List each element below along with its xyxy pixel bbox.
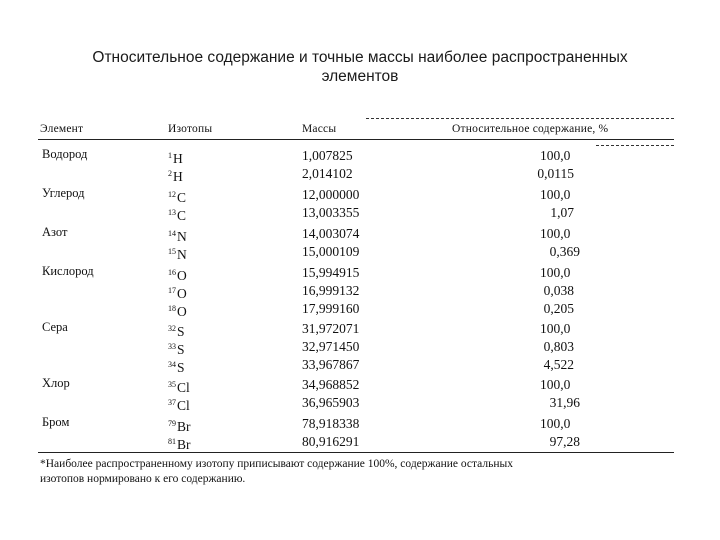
mass-value: 31,972071 bbox=[302, 321, 360, 336]
element-name: Углерод bbox=[42, 186, 85, 200]
isotope-symbol: S bbox=[177, 360, 185, 375]
isotope-table bbox=[36, 118, 676, 488]
mass-value: 14,003074 bbox=[302, 226, 360, 241]
isotope-cell bbox=[168, 226, 187, 245]
page-title bbox=[30, 48, 690, 86]
abundance-value: 1,07 bbox=[550, 205, 574, 220]
isotope-cell bbox=[168, 205, 186, 224]
mass-number: 18 bbox=[168, 304, 176, 313]
mass-value: 33,967867 bbox=[302, 357, 360, 372]
mass-value: 36,965903 bbox=[302, 395, 360, 410]
footnote-line-2: изотопов нормировано к его содержанию. bbox=[40, 473, 246, 485]
mass-number: 17 bbox=[168, 286, 176, 295]
mass-value: 2,014102 bbox=[302, 166, 353, 181]
header-mass: Массы bbox=[302, 123, 337, 135]
mass-number: 37 bbox=[168, 398, 176, 407]
mass-number: 16 bbox=[168, 268, 176, 277]
mass-value: 80,916291 bbox=[302, 434, 360, 449]
abundance-value: 0,803 bbox=[543, 339, 574, 354]
abundance-value: 100,0 bbox=[540, 148, 571, 163]
isotope-cell bbox=[168, 166, 183, 185]
isotope-symbol: Br bbox=[177, 419, 191, 434]
mass-value: 1,007825 bbox=[302, 148, 353, 163]
footer-rule bbox=[38, 452, 674, 453]
mass-number: 79 bbox=[168, 419, 176, 428]
isotope-symbol: C bbox=[177, 208, 187, 223]
mass-number: 35 bbox=[168, 380, 176, 389]
abundance-value: 31,96 bbox=[549, 395, 580, 410]
header-isotopes: Изотопы bbox=[168, 123, 213, 135]
isotope-symbol: Br bbox=[177, 437, 191, 452]
mass-value: 15,994915 bbox=[302, 265, 360, 280]
isotope-symbol: S bbox=[177, 342, 185, 357]
element-name: Бром bbox=[42, 415, 70, 429]
abundance-value: 100,0 bbox=[540, 416, 571, 431]
element-name: Сера bbox=[42, 320, 68, 334]
mass-value: 16,999132 bbox=[302, 283, 360, 298]
mass-number: 33 bbox=[168, 342, 176, 351]
mass-number: 14 bbox=[168, 229, 176, 238]
footnote-line-1: *Наиболее распространенному изотопу приписывают содержание 100%, содержание остальных bbox=[40, 458, 513, 470]
mass-value: 13,003355 bbox=[302, 205, 360, 220]
isotope-cell bbox=[168, 434, 191, 453]
isotope-cell bbox=[168, 395, 190, 414]
abundance-value: 100,0 bbox=[540, 377, 571, 392]
abundance-value: 0,369 bbox=[549, 244, 580, 259]
mass-number: 2 bbox=[168, 169, 172, 178]
isotope-symbol: O bbox=[177, 268, 187, 283]
isotope-symbol: C bbox=[177, 190, 187, 205]
mass-value: 17,999160 bbox=[302, 301, 360, 316]
abundance-value: 0,038 bbox=[543, 283, 574, 298]
abundance-value: 4,522 bbox=[543, 357, 574, 372]
title-line-2: элементов bbox=[321, 68, 399, 85]
title-line-1: Относительное содержание и точные массы наиболее распространенных bbox=[92, 49, 628, 66]
element-name: Хлор bbox=[42, 376, 70, 390]
isotope-cell bbox=[168, 321, 185, 340]
isotope-symbol: Cl bbox=[177, 398, 190, 413]
mass-number: 1 bbox=[168, 151, 172, 160]
header-rule bbox=[38, 139, 674, 140]
isotope-symbol: H bbox=[173, 169, 183, 184]
mass-value: 34,968852 bbox=[302, 377, 360, 392]
mass-number: 34 bbox=[168, 360, 176, 369]
abundance-value: 100,0 bbox=[540, 265, 571, 280]
isotope-symbol: Cl bbox=[177, 380, 190, 395]
abundance-value: 0,205 bbox=[543, 301, 574, 316]
abundance-value: 100,0 bbox=[540, 321, 571, 336]
element-name: Водород bbox=[42, 147, 88, 161]
element-name: Азот bbox=[42, 225, 68, 239]
mass-number: 12 bbox=[168, 190, 176, 199]
header-abundance: Относительное содержание, % bbox=[452, 123, 609, 135]
isotope-symbol: O bbox=[177, 304, 187, 319]
abundance-value: 100,0 bbox=[540, 187, 571, 202]
isotope-cell bbox=[168, 283, 187, 302]
mass-number: 15 bbox=[168, 247, 176, 256]
isotope-symbol: H bbox=[173, 151, 183, 166]
isotope-cell bbox=[168, 416, 191, 435]
isotope-cell bbox=[168, 357, 185, 376]
abundance-value: 97,28 bbox=[549, 434, 580, 449]
isotope-cell bbox=[168, 148, 183, 167]
element-name: Кислород bbox=[42, 264, 94, 278]
abundance-value: 0,0115 bbox=[537, 166, 574, 181]
isotope-cell bbox=[168, 377, 190, 396]
abundance-value: 100,0 bbox=[540, 226, 571, 241]
mass-value: 32,971450 bbox=[302, 339, 360, 354]
isotope-cell bbox=[168, 265, 187, 284]
isotope-symbol: S bbox=[177, 324, 185, 339]
header-element: Элемент bbox=[40, 123, 84, 135]
isotope-symbol: O bbox=[177, 286, 187, 301]
mass-value: 78,918338 bbox=[302, 416, 360, 431]
isotope-cell bbox=[168, 244, 187, 263]
isotope-symbol: N bbox=[177, 247, 187, 262]
isotope-cell bbox=[168, 301, 187, 320]
isotope-symbol: N bbox=[177, 229, 187, 244]
mass-number: 81 bbox=[168, 437, 176, 446]
mass-value: 15,000109 bbox=[302, 244, 360, 259]
mass-value: 12,000000 bbox=[302, 187, 360, 202]
header-rule-right bbox=[596, 145, 674, 146]
mass-number: 13 bbox=[168, 208, 176, 217]
top-rule bbox=[366, 118, 674, 119]
isotope-cell bbox=[168, 187, 186, 206]
isotope-cell bbox=[168, 339, 185, 358]
mass-number: 32 bbox=[168, 324, 176, 333]
